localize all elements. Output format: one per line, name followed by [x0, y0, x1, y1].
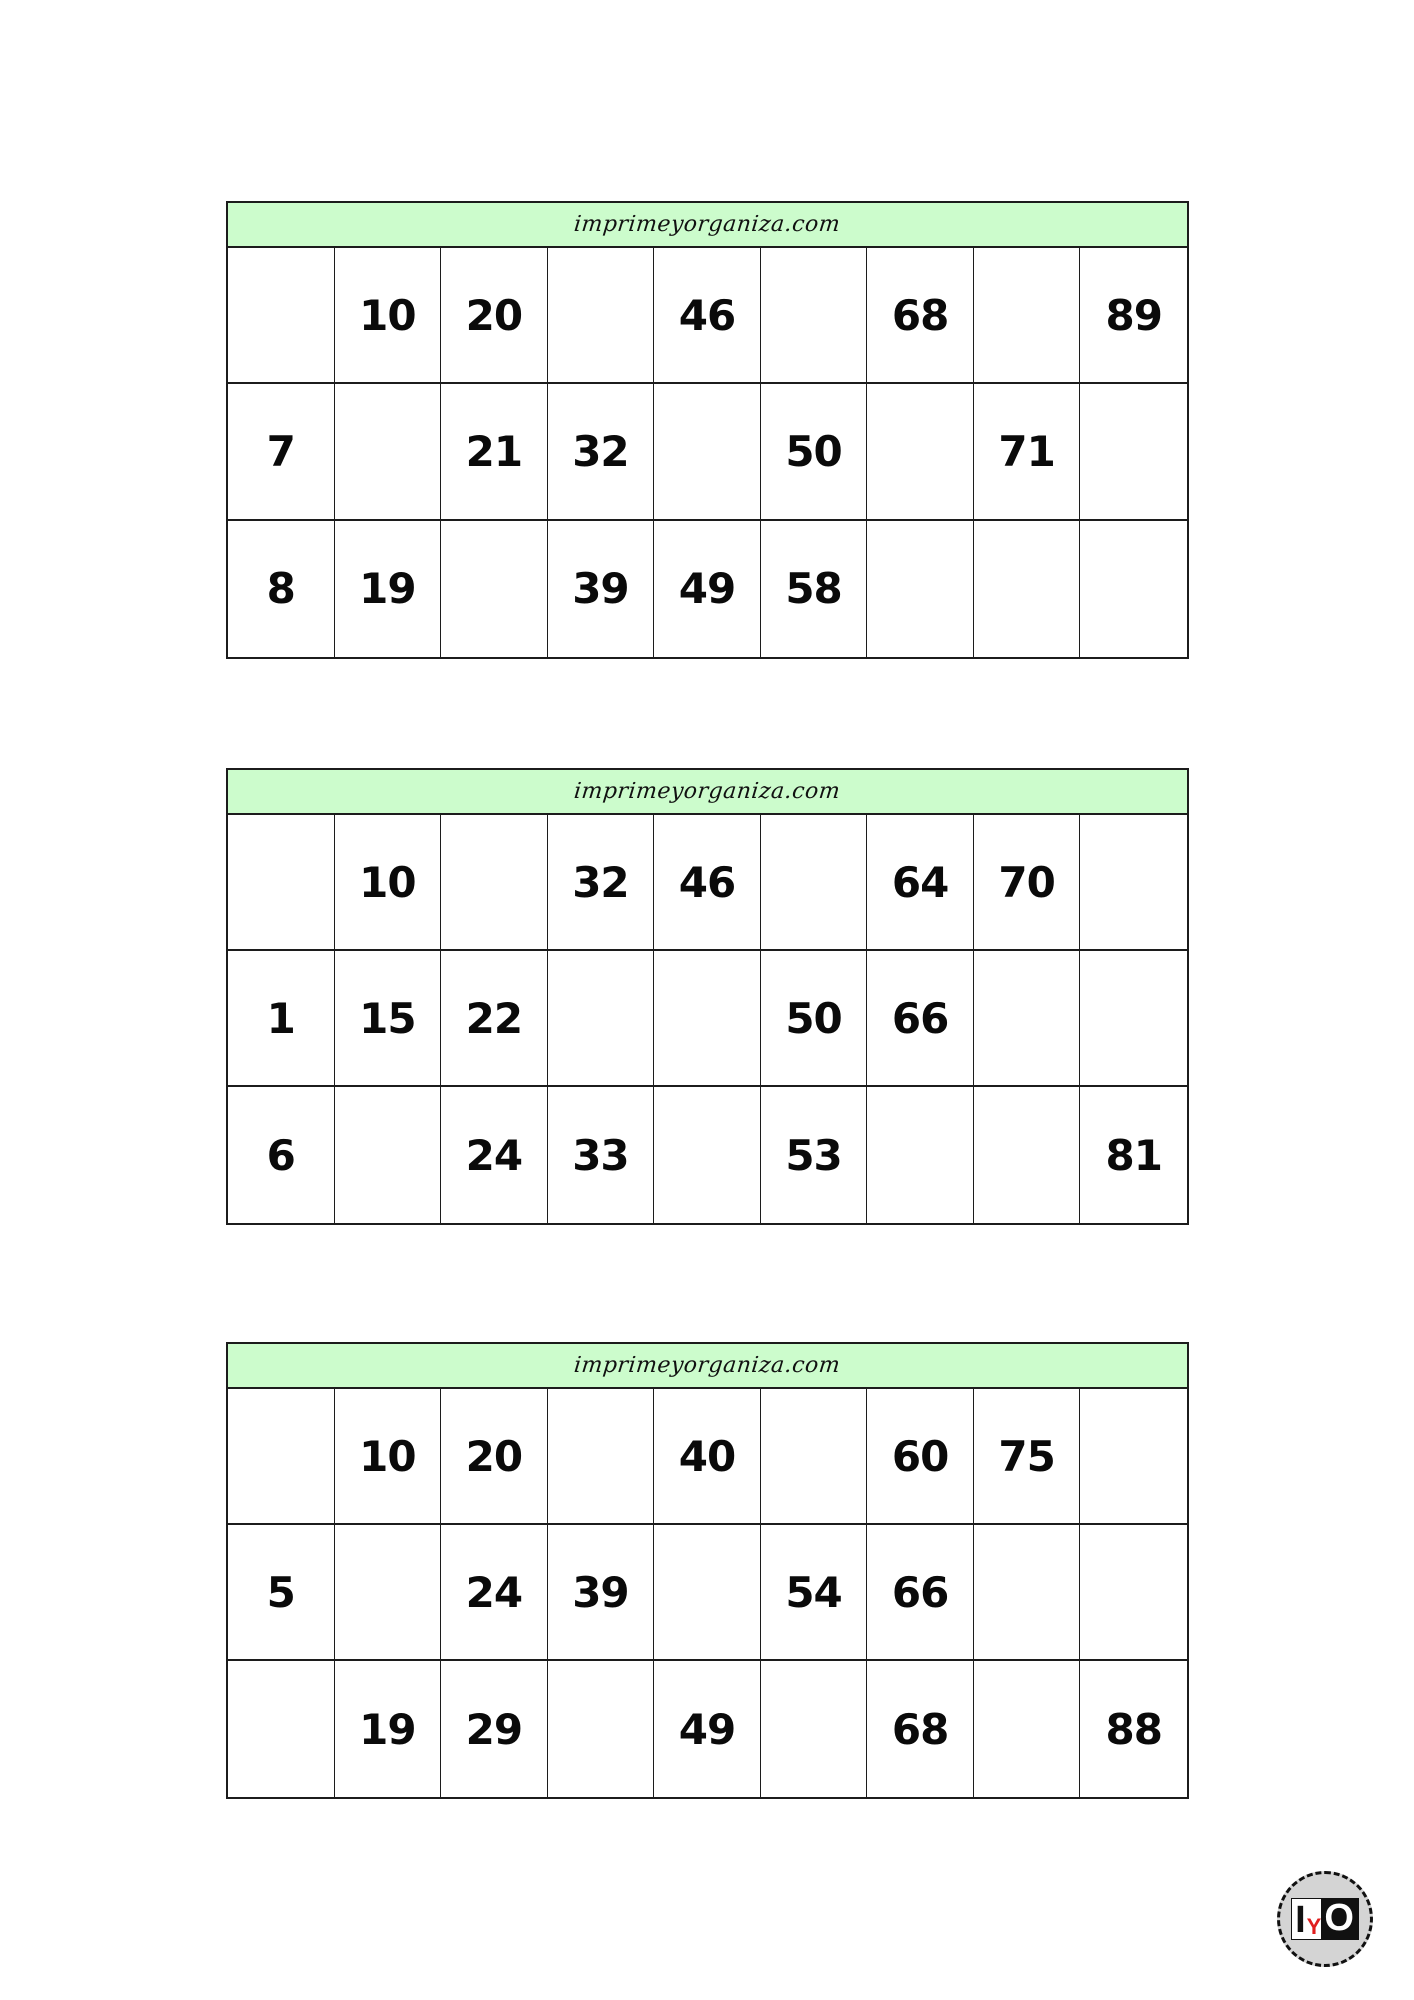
logo-letter-i: I — [1292, 1901, 1307, 1939]
card-cell: 24 — [441, 1525, 548, 1661]
card-cell: 50 — [761, 951, 868, 1087]
bingo-card-3 — [226, 1342, 1189, 1799]
card-cell — [867, 384, 974, 520]
card-cell — [548, 1661, 655, 1797]
card-cell — [335, 384, 442, 520]
card-cell: 71 — [974, 384, 1081, 520]
card-cell: 5 — [228, 1525, 335, 1661]
card-header — [228, 1344, 1187, 1389]
card-cell — [974, 521, 1081, 657]
card-cell: 19 — [335, 1661, 442, 1797]
card-cell: 39 — [548, 1525, 655, 1661]
card-grid — [228, 1389, 1187, 1797]
card-cell: 66 — [867, 951, 974, 1087]
card-cell — [974, 248, 1081, 384]
card-cell — [1080, 384, 1187, 520]
card-cell — [548, 951, 655, 1087]
card-cell: 24 — [441, 1087, 548, 1223]
card-cell: 68 — [867, 248, 974, 384]
card-cell — [1080, 1389, 1187, 1525]
card-cell — [335, 1087, 442, 1223]
card-cell — [654, 384, 761, 520]
card-cell: 46 — [654, 815, 761, 951]
card-cell — [1080, 815, 1187, 951]
card-cell: 49 — [654, 1661, 761, 1797]
card-header — [228, 203, 1187, 248]
card-cell — [441, 815, 548, 951]
card-cell: 58 — [761, 521, 868, 657]
card-cell — [228, 815, 335, 951]
bingo-card-2 — [226, 768, 1189, 1225]
card-cell: 32 — [548, 384, 655, 520]
card-cell: 33 — [548, 1087, 655, 1223]
card-cell: 20 — [441, 1389, 548, 1525]
logo-letter-o: O — [1321, 1899, 1358, 1939]
brand-logo — [1277, 1871, 1373, 1967]
logo-mark — [1291, 1898, 1359, 1940]
card-cell — [974, 951, 1081, 1087]
card-cell: 21 — [441, 384, 548, 520]
card-cell: 6 — [228, 1087, 335, 1223]
card-cell — [228, 1389, 335, 1525]
card-cell: 60 — [867, 1389, 974, 1525]
card-cell: 81 — [1105, 1130, 1162, 1180]
card-cell: 1 — [228, 951, 335, 1087]
card-cell: 54 — [761, 1525, 868, 1661]
card-header-text: imprimeyorganiza.com — [573, 1353, 842, 1378]
bingo-card-1 — [226, 201, 1189, 659]
card-cell: 66 — [867, 1525, 974, 1661]
card-cell — [761, 1661, 868, 1797]
card-cell — [761, 1389, 868, 1525]
card-cell: 22 — [441, 951, 548, 1087]
card-cell — [228, 1661, 335, 1797]
card-cell — [867, 1087, 974, 1223]
card-header-text: imprimeyorganiza.com — [573, 212, 842, 237]
card-cell — [654, 951, 761, 1087]
card-cell: 50 — [761, 384, 868, 520]
card-cell — [1080, 1525, 1187, 1661]
card-cell: 32 — [548, 815, 655, 951]
card-cell: 89 — [1080, 248, 1187, 384]
card-cell: 68 — [867, 1661, 974, 1797]
card-cell: 46 — [654, 248, 761, 384]
card-cell: 39 — [548, 521, 655, 657]
logo-letter-y: Y — [1306, 1914, 1322, 1939]
card-grid — [228, 815, 1187, 1223]
card-cell — [867, 521, 974, 657]
card-cell: 15 — [335, 951, 442, 1087]
card-cell — [548, 248, 655, 384]
card-cell: 64 — [867, 815, 974, 951]
card-cell — [654, 1525, 761, 1661]
card-cell: 19 — [335, 521, 442, 657]
card-cell — [1080, 951, 1187, 1087]
card-cell: 10 — [335, 815, 442, 951]
card-cell — [1080, 521, 1187, 657]
card-cell: 75 — [974, 1389, 1081, 1525]
card-cell: 88 — [1105, 1704, 1162, 1754]
card-grid — [228, 248, 1187, 657]
card-cell — [335, 1525, 442, 1661]
card-cell: 49 — [654, 521, 761, 657]
card-cell: 40 — [654, 1389, 761, 1525]
card-cell — [228, 248, 335, 384]
card-cell — [761, 815, 868, 951]
card-cell — [654, 1087, 761, 1223]
card-cell: 8 — [228, 521, 335, 657]
card-cell: 10 — [335, 1389, 442, 1525]
card-header — [228, 770, 1187, 815]
card-cell: 29 — [441, 1661, 548, 1797]
card-cell: 20 — [441, 248, 548, 384]
card-cell — [441, 521, 548, 657]
card-cell — [974, 1525, 1081, 1661]
card-cell: 7 — [228, 384, 335, 520]
card-cell: 10 — [335, 248, 442, 384]
card-cell — [974, 1661, 1081, 1797]
card-cell: 70 — [974, 815, 1081, 951]
card-cell: 53 — [761, 1087, 868, 1223]
card-cell — [761, 248, 868, 384]
card-cell — [974, 1087, 1081, 1223]
card-cell — [548, 1389, 655, 1525]
card-header-text: imprimeyorganiza.com — [573, 779, 842, 804]
